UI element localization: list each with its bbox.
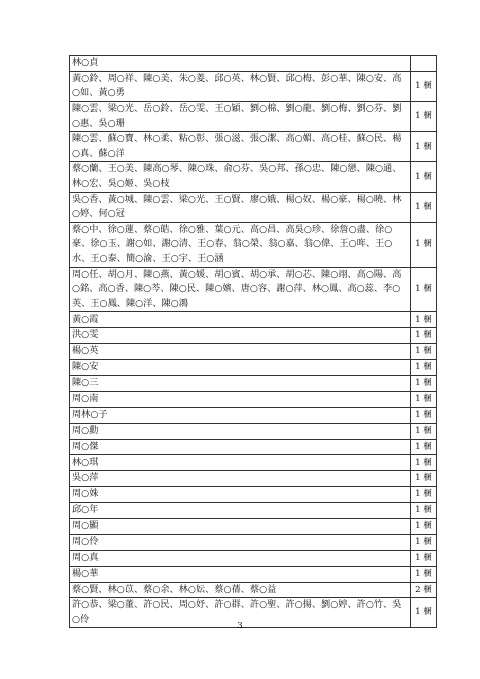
quantity-cell: 1 梱	[411, 162, 437, 192]
names-cell: 周○傑	[70, 439, 411, 455]
quantity-cell: 1 梱	[411, 267, 437, 312]
names-cell: 陳○三	[70, 375, 411, 391]
names-cell: 陳○雲、梁○光、岳○鈴、岳○雯、王○穎、劉○棉、劉○龍、劉○梅、劉○芬、劉○惠、吳○珊	[70, 102, 411, 132]
names-cell: 林○琪	[70, 455, 411, 471]
names-cell: 吳○萍	[70, 471, 411, 487]
table-row	[70, 56, 437, 72]
names-cell: 周○真	[70, 550, 411, 566]
names-cell: 周○伶	[70, 534, 411, 550]
names-cell: 洪○雯	[70, 328, 411, 344]
quantity-cell: 1 梱	[411, 360, 437, 376]
quantity-cell: 1 梱	[411, 550, 437, 566]
names-cell: 周○南	[70, 391, 411, 407]
table-row	[70, 582, 437, 598]
names-cell: 吳○香、黃○城、陳○雲、梁○光、王○賢、廖○娥、楊○奴、楊○豪、楊○曉、林○婷、何○冠	[70, 192, 411, 222]
table-row	[70, 423, 437, 439]
names-cell: 周○任、胡○月、陳○燕、黃○媛、胡○賓、胡○承、胡○芯、陳○翊、高○陽、高○銘、高○香、陳○芩、陳○民、陳○嬪、唐○容、謝○萍、林○鳳、高○蕊、李○英、王○鳳、陳○洋、陳○鴻	[70, 267, 411, 312]
table-row	[70, 162, 437, 192]
table-row	[70, 102, 437, 132]
quantity-cell: 1 梱	[411, 71, 437, 101]
quantity-cell: 1 梱	[411, 375, 437, 391]
names-cell: 黃○鈴、周○祥、陳○美、朱○菱、邱○英、林○賢、邱○梅、彭○華、陳○安、高○如、黃○勇	[70, 71, 411, 101]
quantity-cell: 1 梱	[411, 487, 437, 503]
names-cell: 周○勳	[70, 423, 411, 439]
quantity-cell: 1 梱	[411, 455, 437, 471]
page-number: 3	[237, 621, 243, 631]
names-cell: 林○貞	[70, 56, 411, 72]
quantity-cell: 1 梱	[411, 222, 437, 267]
quantity-cell: 1 梱	[411, 192, 437, 222]
table-row	[70, 360, 437, 376]
table-row	[70, 518, 437, 534]
donor-table-body	[70, 56, 437, 628]
quantity-cell: 1 梱	[411, 312, 437, 328]
table-row	[70, 132, 437, 162]
names-cell: 蔡○蘭、王○美、陳高○琴、陳○珠、俞○芬、吳○邦、孫○忠、陳○戀、陳○通、林○宏、吳○姬、吳○枝	[70, 162, 411, 192]
table-row	[70, 503, 437, 519]
quantity-cell: 1 梱	[411, 598, 437, 628]
quantity-cell: 1 梱	[411, 328, 437, 344]
table-row	[70, 534, 437, 550]
table-row	[70, 222, 437, 267]
table-row	[70, 550, 437, 566]
table-row	[70, 439, 437, 455]
table-row	[70, 344, 437, 360]
quantity-cell: 1 梱	[411, 439, 437, 455]
names-cell: 周○顯	[70, 518, 411, 534]
table-row	[70, 407, 437, 423]
table-row	[70, 71, 437, 101]
names-cell: 黃○霞	[70, 312, 411, 328]
quantity-cell: 1 梱	[411, 518, 437, 534]
table-row	[70, 487, 437, 503]
table-row	[70, 455, 437, 471]
table-row	[70, 267, 437, 312]
quantity-cell: 1 梱	[411, 102, 437, 132]
names-cell: 陳○安	[70, 360, 411, 376]
names-cell: 邱○年	[70, 503, 411, 519]
names-cell: 陳○雲、蘇○寶、林○柔、粘○彰、張○滋、張○潔、高○媚、高○桂、蘇○民、楊○真、蘇○洋	[70, 132, 411, 162]
table-row	[70, 471, 437, 487]
quantity-cell: 1 梱	[411, 344, 437, 360]
quantity-cell: 1 梱	[411, 566, 437, 582]
names-cell: 周林○子	[70, 407, 411, 423]
table-row	[70, 312, 437, 328]
quantity-cell: 1 梱	[411, 534, 437, 550]
table-row	[70, 391, 437, 407]
quantity-cell: 1 梱	[411, 423, 437, 439]
quantity-cell: 1 梱	[411, 503, 437, 519]
quantity-cell: 1 梱	[411, 407, 437, 423]
quantity-cell: 1 梱	[411, 471, 437, 487]
names-cell: 楊○英	[70, 344, 411, 360]
quantity-cell: 1 梱	[411, 391, 437, 407]
table-row	[70, 328, 437, 344]
quantity-cell: 2 梱	[411, 582, 437, 598]
names-cell: 楊○華	[70, 566, 411, 582]
table-row	[70, 375, 437, 391]
names-cell: 蔡○中、徐○蓮、蔡○皓、徐○雅、葉○元、高○昌、高吳○珍、徐詹○盡、徐○豪、徐○玉、謝○如、謝○清、王○春、翁○榮、翁○嘉、翁○偉、王○哖、王○水、王○泰、簡○渝、王○宇、王○涵	[70, 222, 411, 267]
table-row	[70, 566, 437, 582]
names-cell: 周○姝	[70, 487, 411, 503]
quantity-cell	[411, 56, 437, 72]
names-cell: 蔡○賢、林○苡、蔡○余、林○妘、蔡○蒨、蔡○益	[70, 582, 411, 598]
table-row	[70, 192, 437, 222]
names-cell: 許○恭、梁○董、許○民、周○妤、許○群、許○聖、許○揚、劉○婷、許○竹、吳○伶	[70, 598, 411, 628]
donor-table	[69, 55, 437, 628]
quantity-cell: 1 梱	[411, 132, 437, 162]
